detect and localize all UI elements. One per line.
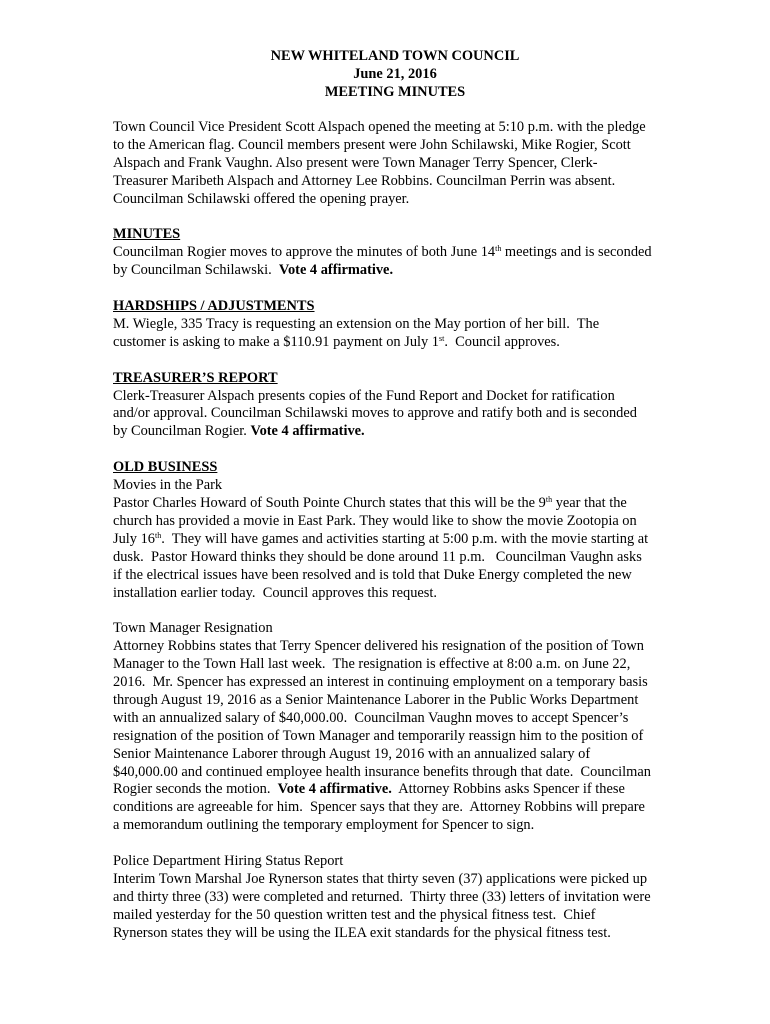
movies-line: dusk. Pastor Howard thinks they should be done around 11 p.m. Councilman Vaughn asks — [113, 548, 642, 565]
treasurer-line: and/or approval. Councilman Schilawski moves to approve and ratify both and is seconded — [113, 405, 637, 422]
old-business-heading: OLD BUSINESS — [113, 459, 218, 476]
intro-line: Town Council Vice President Scott Alspach opened the meeting at 5:10 p.m. with the pledge — [113, 119, 646, 135]
text-run: year that the — [552, 494, 627, 511]
resignation-line: Senior Maintenance Laborer through August 19, 2016 with an annualized salary of — [113, 745, 591, 762]
vote-result: Vote 4 affirmative. — [250, 423, 365, 440]
old-business-section — [113, 459, 693, 942]
resignation-line: through August 19, 2016 as a Senior Maintenance Laborer in the Public Works Department — [113, 691, 639, 708]
resignation-line: a memorandum outlining the temporary employment for Spencer to sign. — [113, 817, 535, 834]
resignation-line: Manager to the Town Hall last week. The resignation is effective at 8:00 a.m. on June 22, — [113, 656, 631, 673]
police-subheading: Police Department Hiring Status Report — [113, 853, 344, 870]
spacer — [113, 602, 693, 620]
resignation-line: with an annualized salary of $40,000.00. Councilman Vaughn moves to accept Spencer’s — [113, 709, 629, 726]
text-run: . Council approves. — [444, 333, 560, 350]
intro-line: to the American flag. Council members present were John Schilawski, Mike Rogier, Scott — [113, 136, 631, 153]
police-line: mailed yesterday for the 50 question written test and the physical fitness test. Chief — [113, 906, 596, 923]
meeting-date: June 21, 2016 — [353, 66, 437, 82]
intro-paragraph — [113, 119, 693, 209]
text-run: . They will have games and activities starting at 5:00 p.m. with the movie starting at — [161, 530, 649, 547]
resignation-line — [113, 781, 693, 799]
resignation-line: conditions are agreeable for him. Spencer says that they are. Attorney Robbins will prepare — [113, 799, 645, 816]
ordinal-suffix: th — [545, 494, 553, 504]
treasurer-line — [113, 423, 693, 441]
spacer — [113, 835, 693, 853]
text-run: by Councilman Rogier. — [113, 423, 251, 440]
text-run: Pastor Charles Howard of South Pointe Church states that this will be the 9 — [113, 494, 546, 511]
council-name: NEW WHITELAND TOWN COUNCIL — [270, 48, 520, 64]
movies-line: church has provided a movie in East Park. They would like to show the movie Zootopia on — [113, 512, 637, 529]
resignation-line: 2016. Mr. Spencer has expressed an interest in continuing employment on a temporary basis — [113, 674, 648, 691]
minutes-line — [113, 244, 693, 262]
intro-line: Councilman Schilawski offered the opening prayer. — [113, 190, 410, 207]
police-line: Interim Town Marshal Joe Rynerson states that thirty seven (37) applications were picked up — [113, 870, 648, 887]
treasurer-line: Clerk-Treasurer Alspach presents copies of the Fund Report and Docket for ratification — [113, 387, 615, 404]
police-line: and thirty three (33) were completed and returned. Thirty three (33) letters of invitation were — [113, 888, 651, 905]
resignation-line: $40,000.00 and continued employee health insurance benefits through that date. Councilman — [113, 763, 651, 780]
vote-result: Vote 4 affirmative. — [277, 781, 392, 798]
hardships-section — [113, 298, 693, 352]
resignation-line: Attorney Robbins states that Terry Spencer delivered his resignation of the position of Town — [113, 638, 645, 655]
ordinal-suffix: th — [154, 530, 162, 540]
police-line: Rynerson states they will be using the ILEA exit standards for the physical fitness test. — [113, 924, 611, 941]
vote-result: Vote 4 affirmative. — [278, 262, 394, 279]
text-run: meetings and is seconded — [501, 244, 652, 261]
text-run: customer is asking to make a $110.91 payment on July 1 — [113, 333, 440, 350]
ordinal-suffix: th — [495, 244, 502, 254]
treasurer-heading: TREASURER’S REPORT — [113, 369, 278, 386]
movies-line — [113, 531, 693, 549]
movies-line: installation earlier today. Council approves this request. — [113, 584, 437, 601]
hardships-line — [113, 334, 693, 352]
movies-line: if the electrical issues have been resolved and is told that Duke Energy completed the new — [113, 566, 632, 583]
movies-subheading: Movies in the Park — [113, 477, 223, 494]
treasurer-section — [113, 370, 693, 442]
document-type: MEETING MINUTES — [324, 84, 466, 100]
text-run: by Councilman Schilawski. — [113, 262, 279, 279]
minutes-section — [113, 226, 693, 280]
intro-line: Alspach and Frank Vaughn. Also present were Town Manager Terry Spencer, Clerk- — [113, 154, 598, 171]
movies-line — [113, 495, 693, 513]
document-body — [113, 119, 693, 943]
hardships-line: M. Wiegle, 335 Tracy is requesting an extension on the May portion of her bill. The — [113, 315, 600, 332]
hardships-heading: HARDSHIPS / ADJUSTMENTS — [113, 298, 315, 315]
resignation-line: resignation of the position of Town Manager and temporarily reassign him to the position of — [113, 727, 644, 744]
document-header — [0, 47, 770, 101]
resignation-subheading: Town Manager Resignation — [113, 620, 273, 637]
minutes-line — [113, 262, 693, 280]
ordinal-suffix: st — [439, 333, 445, 343]
intro-line: Treasurer Maribeth Alspach and Attorney Lee Robbins. Councilman Perrin was absent. — [113, 172, 616, 189]
text-run: Councilman Rogier moves to approve the minutes of both June 14 — [113, 244, 496, 261]
minutes-heading: MINUTES — [113, 226, 181, 243]
text-run: July 16 — [113, 530, 155, 547]
text-run: Attorney Robbins asks Spencer if these — [391, 781, 625, 798]
text-run: Rogier seconds the motion. — [113, 781, 278, 798]
